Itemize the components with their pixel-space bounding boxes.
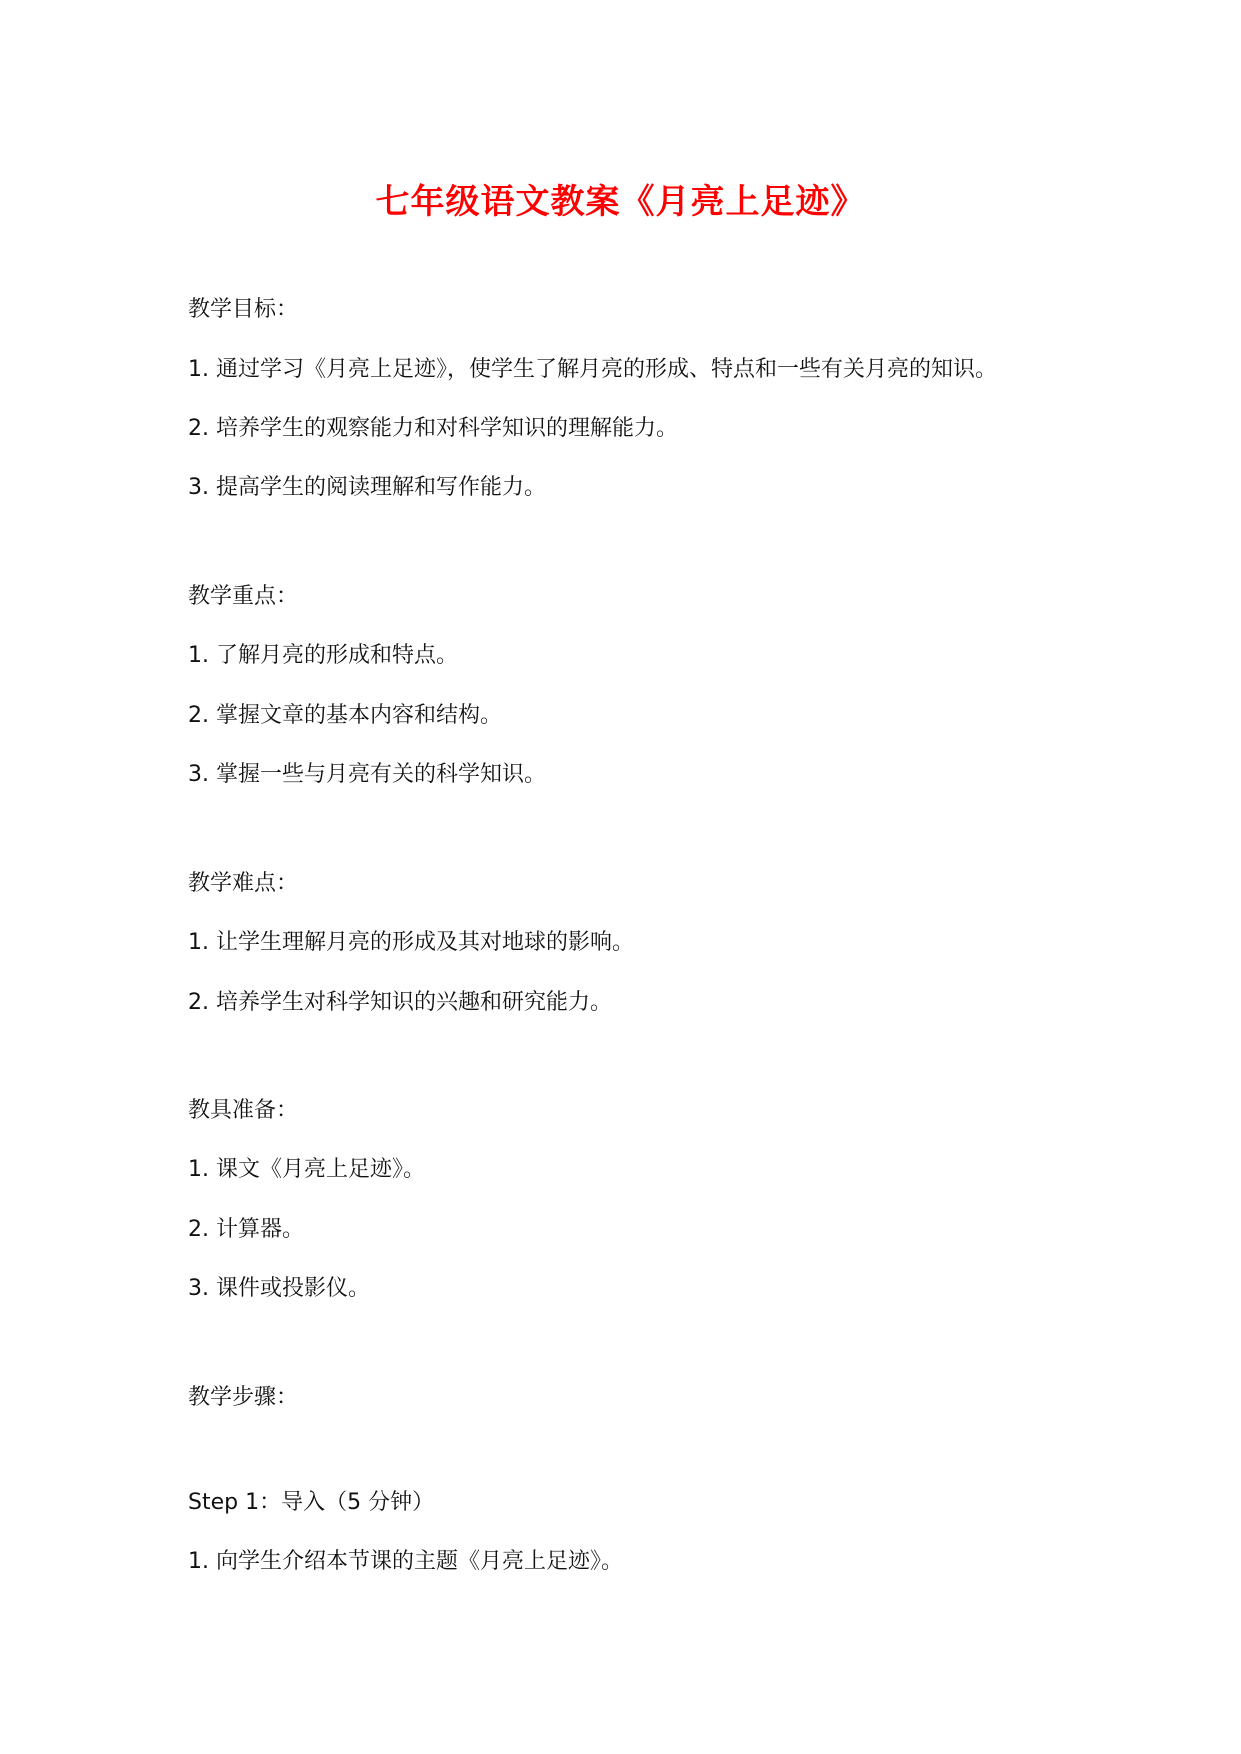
difficulty-item-1: 1. 让学生理解月亮的形成及其对地球的影响。 <box>188 930 634 955</box>
key-point-item-1: 1. 了解月亮的形成和特点。 <box>188 643 458 668</box>
material-item-1: 1. 课文《月亮上足迹》。 <box>188 1157 425 1182</box>
difficulty-item-2: 2. 培养学生对科学知识的兴趣和研究能力。 <box>188 990 612 1015</box>
key-point-item-3: 3. 掌握一些与月亮有关的科学知识。 <box>188 762 546 787</box>
materials-heading: 教具准备： <box>188 1098 299 1123</box>
key-point-item-2: 2. 掌握文章的基本内容和结构。 <box>188 703 502 728</box>
step1-item-1: 1. 向学生介绍本节课的主题《月亮上足迹》。 <box>188 1549 623 1574</box>
material-item-2: 2. 计算器。 <box>188 1217 304 1242</box>
objective-item-3: 3. 提高学生的阅读理解和写作能力。 <box>188 475 546 500</box>
steps-heading: 教学步骤： <box>188 1385 299 1410</box>
material-item-3: 3. 课件或投影仪。 <box>188 1276 370 1301</box>
objective-item-1: 1. 通过学习《月亮上足迹》，使学生了解月亮的形成、特点和一些有关月亮的知识。 <box>188 357 997 382</box>
difficulties-heading: 教学难点： <box>188 871 299 896</box>
document-title: 七年级语文教案《月亮上足迹》 <box>375 182 866 222</box>
step1-heading: Step 1：导入（5 分钟） <box>188 1490 435 1515</box>
objective-item-2: 2. 培养学生的观察能力和对科学知识的理解能力。 <box>188 416 678 441</box>
objectives-heading: 教学目标： <box>188 297 299 322</box>
key-points-heading: 教学重点： <box>188 584 299 609</box>
